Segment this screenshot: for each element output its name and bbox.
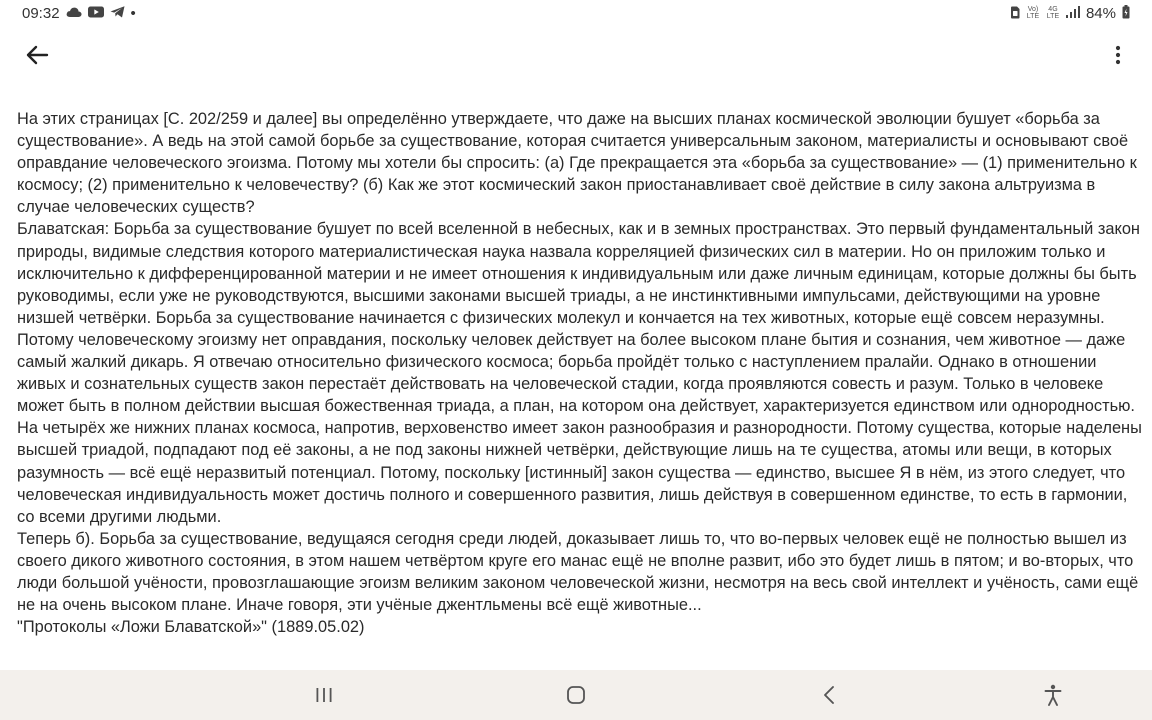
status-time: 09:32 [22,4,60,22]
home-icon [566,685,586,705]
more-options-button[interactable] [1106,40,1130,70]
battery-icon [1122,5,1130,21]
accessibility-icon [1044,684,1062,706]
paragraph-blavatsky-answer: Блаватская: Борьба за существование бушует по всей вселенной в небесных, как и в земных пространствах. Это первый фундаментальный закон природы, видимые следствия которого материалистическая наука назвала корреляцией физических сил в материи. Но он приложим только и исключительно к дифференцированной материи и не имеет отношения к индивидуальным или даже личным единицам, которые должны бы быть руководимы, если уже не руководствуются, высшими законами высшей триады, а не инстинктивными импульсами, действующими на уровне низшей четвёрки. Борьба за существование начинается с физических молекул и кончается на тех животных, которые ещё совсем неразумны. Потому человеческому эгоизму нет оправдания, поскольку человек действует на более высоком плане бытия и сознания, чем животное — даже самый жалкий дикарь. Я отвечаю относительно физического космоса; борьба пройдёт только с наступлением пралайи. Однако в отношении живых и сознательных существ закон перестаёт действовать на человеческой стадии, когда проявляются совесть и разум. Только в человеке может быть в полном действии высшая божественная триада, а план, на котором она действует, характеризуется единством или однородностью. На четырёх же нижних планах космоса, напротив, верховенство имеет закон разнообразия и разнородности. Потому существа, которые наделены высшей триадой, подпадают под её законы, а не под законы нижней четвёрки, действующие лишь на те существа, атомы или вещи, в которых разумность — всё ещё неразвитый потенциал. Потому, поскольку [истинный] закон существа — единство, высшее Я в нём, из этого следует, что человеческая индивидуальность может достичь полного и совершенного развития, лишь действуя в совершенном единстве, то есть в гармонии, со всеми другими людьми. [17,220,1142,526]
accessibility-button[interactable] [1033,680,1073,710]
article-body [17,108,1142,638]
battery-percent: 84% [1085,4,1116,22]
telegram-icon [110,6,125,20]
recent-apps-icon [315,687,333,703]
status-bar [0,0,1152,26]
arrow-left-icon [25,45,49,65]
paragraph-part-b: Теперь б). Борьба за существование, ведущаяся сегодня среди людей, доказывает лишь то, что во-первых человек ещё не полностью вышел из своего дикого животного состояния, в этом нашем четвёртом круге его манас ещё не вполне развит, ибо это будет лишь в пятом; и во-вторых, что люди большой учёности, провозглашающие эгоизм великим законом человеческой жизни, несмотря на весь свой интеллект и учёность, сами ещё не на очень высоком плане. Иначе говоря, эти учёные джентльмены всё ещё животные... [17,529,1139,615]
youtube-icon [88,6,104,20]
status-right [1010,5,1130,22]
back-button[interactable] [22,40,52,70]
back-nav-button[interactable] [809,680,849,710]
status-left [22,5,136,22]
system-navigation-bar [0,670,1152,720]
notification-dot-icon: • [130,4,136,22]
sim-icon [1010,6,1020,21]
source-citation: "Протоколы «Ложи Блаватской»" (1889.05.02) [17,618,365,637]
signal-icon [1066,6,1080,20]
paragraph-question: На этих страницах [C. 202/259 и далее] вы определённо утверждаете, что даже на высших планах космической эволюции бушует «борьба за существование». А ведь на этой самой борьбе за существование, которая считается универсальным законом, материалисты и основывают своё оправдание человеческого эгоизма. Потому мы хотели бы спросить: (а) Где прекращается эта «борьба за существование» — (1) применительно к космосу; (2) применительно к человечеству? (б) Как же этот космический закон приостанавливает своё действие в силу закона альтруизма в случае человеческих существ? [17,110,1137,217]
recent-apps-button[interactable] [304,680,344,710]
app-bar [0,26,1152,84]
4g-icon: 4G LTE [1046,6,1060,20]
home-button[interactable] [556,680,596,710]
back-chevron-icon [822,685,836,705]
cloud-icon [66,6,82,20]
volte-icon: Vo) LTE [1026,6,1040,20]
more-vertical-icon [1115,45,1121,65]
